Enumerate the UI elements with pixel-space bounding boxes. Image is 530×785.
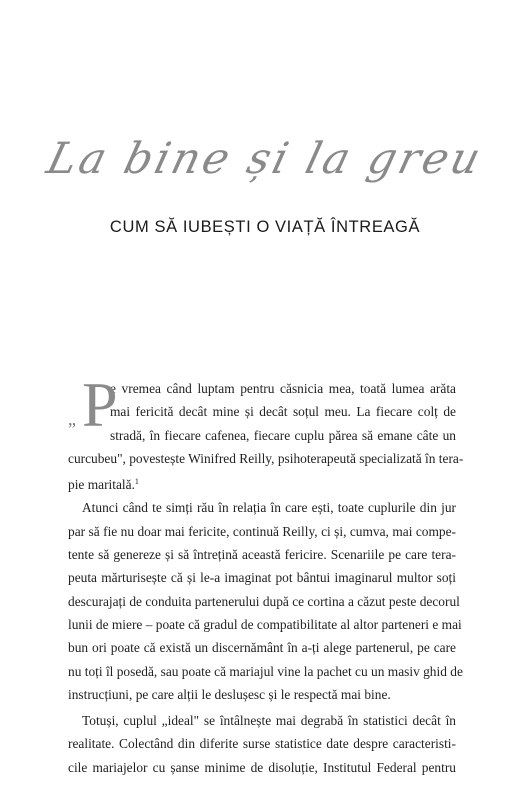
drop-cap-letter: P — [82, 369, 118, 440]
paragraph-3 — [68, 709, 456, 779]
text-line: mai fericită decât mine și decât soțul meu. La fiecare colț de — [110, 404, 456, 420]
text-line: realitate. Colectând din diferite surse statistice date despre caracteristi- — [68, 736, 456, 752]
text-line-last — [68, 470, 456, 493]
text-line: tente să genereze și să întrețină această fericire. Scenariile pe care tera- — [68, 547, 456, 563]
text-line-content: pie maritală. — [68, 477, 135, 493]
text-line: bun ori poate că există un discernământ în a-ți alege partenerul, pe care — [68, 640, 456, 656]
text-line: curcubeu", povestește Winifred Reilly, psihoterapeută specializată în tera- — [68, 450, 464, 466]
text-line: e vremea când luptam pentru căsnicia mea, toată lumea arăta — [110, 381, 456, 396]
text-line: par să fie nu doar mai fericite, continuă Reilly, ci și, cumva, mai compe- — [68, 523, 456, 539]
text-line: Atunci când te simți rău în relația în care ești, toate cuplurile din jur — [82, 500, 456, 516]
text-line: descurajați de conduita partenerului după ce cortina a căzut peste decorul — [68, 593, 460, 609]
text-line: peuta mărturisește că și le-a imaginat pot bântui imaginarul multor soți — [68, 570, 456, 586]
body-text — [68, 369, 464, 779]
text-line: nu toți îl posedă, sau poate că mariajul vine la pachet cu un masiv ghid de — [68, 663, 463, 679]
paragraph-1 — [68, 369, 464, 493]
text-line: cile mariajelor cu șanse minime de disoluție, Institutul Federal pentru — [68, 759, 456, 775]
text-line: instrucțiuni, pe care alții le deslușesc și le respectă mai bine. — [68, 686, 391, 702]
chapter-subtitle: CUM SĂ IUBEȘTI O VIAȚĂ ÎNTREAGĂ — [109, 218, 421, 236]
paragraph-2 — [68, 496, 463, 706]
text-line: Totuși, cuplul „ideal" se întâlnește mai degrabă în statistici decât în — [82, 713, 456, 729]
chapter-title: La bine și la greu — [42, 134, 489, 184]
footnote-marker: 1 — [134, 477, 139, 487]
text-line: stradă, în fiecare cafenea, fiecare cuplu părea să emane câte un — [110, 427, 456, 443]
opening-quote-mark: „ — [68, 409, 76, 429]
text-line: lunii de miere – poate că gradul de compatibilitate al altor parteneri e mai — [68, 616, 462, 632]
